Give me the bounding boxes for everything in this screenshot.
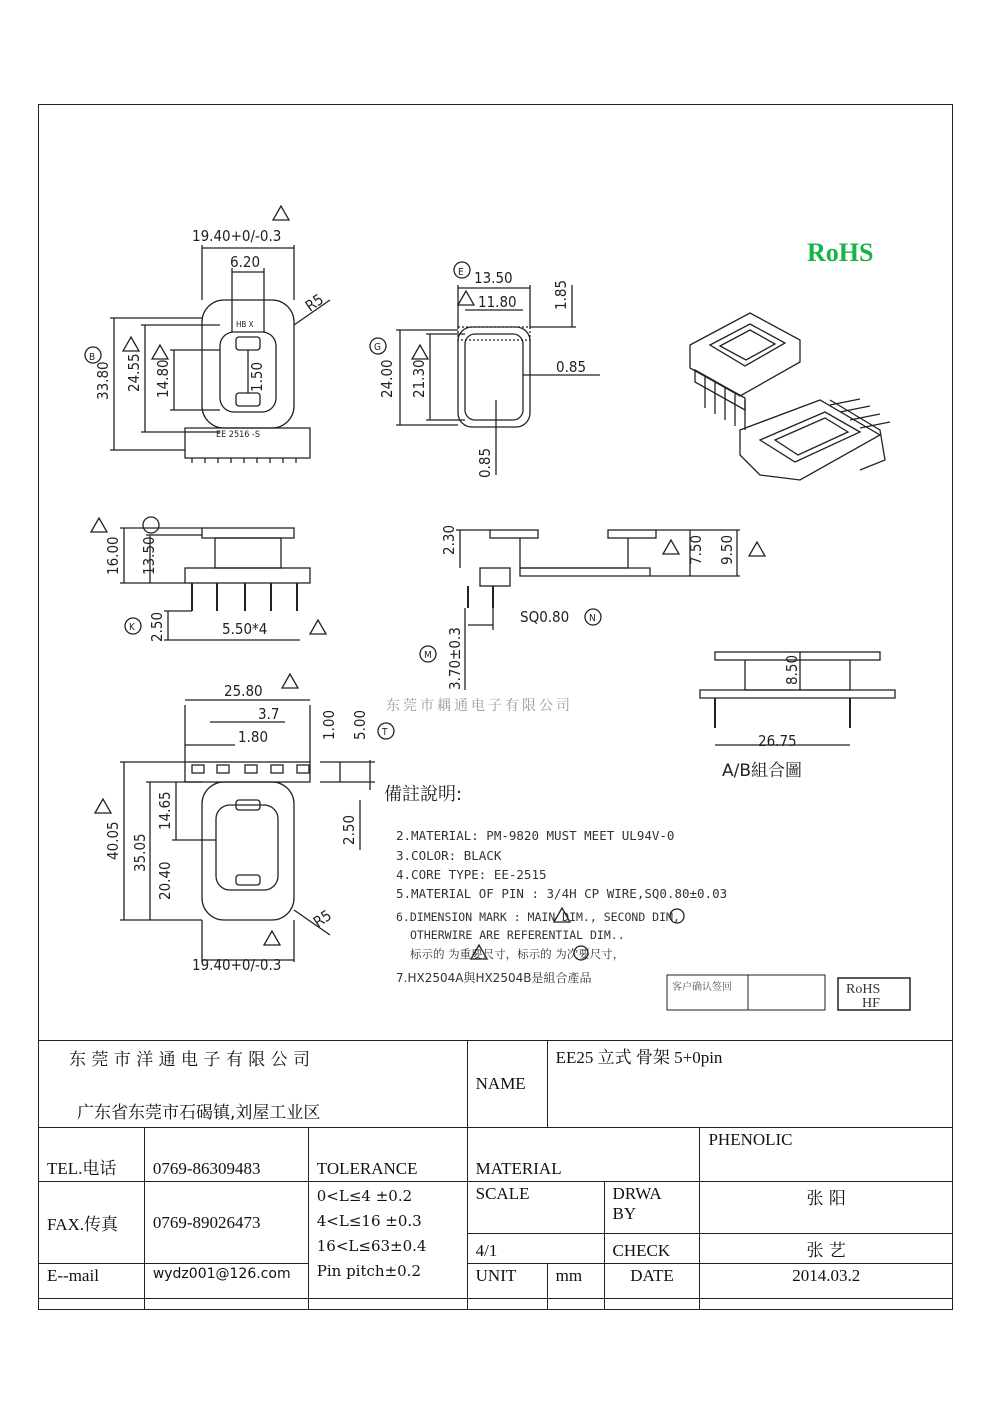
drawn-label-2: BY [612, 1204, 637, 1223]
date-label: DATE [604, 1264, 700, 1310]
rohs-hf-2: HF [862, 996, 880, 1011]
note-5: 5.MATERIAL OF PIN : 3/4H CP WIRE,SQ0.80±0.03 [396, 886, 728, 901]
mark-text-2: EE 2516 -S [216, 430, 261, 440]
unit-value: mm [547, 1264, 604, 1310]
dim-0-85-a: 0.85 [556, 358, 587, 376]
company-name: 东 莞 市 洋 通 电 子 有 限 公 司 [69, 1050, 311, 1070]
name-value: EE25 立式 骨架 5+0pin [547, 1041, 952, 1128]
dim-7-50: 7.50 [687, 534, 705, 565]
date-value: 2014.03.2 [700, 1264, 953, 1310]
tolerance-3: 16<L≤63±0.4 [316, 1237, 427, 1255]
isometric-sketch [690, 313, 890, 480]
dim-s-2-50: 2.50 [148, 611, 166, 642]
note-6a: 6.DIMENSION MARK : MAIN DIM., SECOND DIM, [396, 910, 680, 924]
unit-label: UNIT [467, 1264, 547, 1310]
dim-top-width: 19.40+0/-0.3 [192, 227, 282, 245]
drawn-label [604, 1182, 700, 1234]
dim-1-00: 1.00 [320, 709, 338, 740]
drawn-label-1: DRWA [612, 1184, 662, 1203]
dim-13-50: 13.50 [140, 536, 158, 575]
material-value: PHENOLIC [700, 1128, 953, 1182]
scale-label: SCALE [467, 1182, 604, 1234]
tolerance-label: TOLERANCE [308, 1128, 467, 1182]
dim-20-40: 20.40 [156, 861, 174, 900]
check-value: 张 艺 [700, 1234, 953, 1264]
dim-e-11-80: 11.80 [478, 293, 517, 311]
dim-g-24-00: 24.00 [378, 359, 396, 398]
dim-ab-8-50: 8.50 [783, 654, 801, 685]
email-value: wydz001@126.com [144, 1264, 308, 1310]
dim-3-7: 3.7 [258, 705, 280, 723]
dim-1-50: 1.50 [248, 361, 266, 392]
note-3: 3.COLOR: BLACK [396, 848, 502, 863]
rohs-hf-1: RoHS [846, 982, 881, 997]
mark-b: B [89, 352, 96, 363]
tolerance-2: 4<L≤16 ±0.3 [316, 1212, 422, 1230]
rohs-label: RoHS [807, 238, 874, 267]
dim-g-21-30: 21.30 [410, 359, 428, 398]
tel-value: 0769-86309483 [144, 1128, 308, 1182]
front-view [420, 530, 765, 690]
dim-9-50: 9.50 [718, 534, 736, 565]
drawn-value: 张 阳 [700, 1182, 953, 1234]
mark-n: N [589, 613, 596, 624]
scale-value: 4/1 [467, 1234, 604, 1264]
mark-m: M [424, 650, 432, 661]
dim-14-80: 14.80 [154, 359, 172, 398]
dim-33-80: 33.80 [94, 361, 112, 400]
note-6b: OTHERWIRE ARE REFERENTIAL DIM.. [410, 928, 625, 942]
dim-b-2-50: 2.50 [340, 814, 358, 845]
tolerance-values [308, 1182, 467, 1310]
mark-g: G [374, 342, 381, 353]
fax-label: FAX.传真 [39, 1182, 145, 1264]
dim-e-1-85: 1.85 [552, 279, 570, 310]
title-block [38, 1040, 953, 1310]
confirm-box-label: 客户确认签回 [672, 982, 732, 993]
dim-3-70: 3.70±0.3 [446, 627, 464, 690]
dim-5-00: 5.00 [351, 709, 369, 740]
mark-text-1: HB X [236, 320, 254, 329]
tolerance-1: 0<L≤4 ±0.2 [316, 1187, 413, 1205]
dim-r5-bottom: R5 [309, 906, 336, 932]
dim-r5-top: R5 [301, 290, 328, 316]
fax-value: 0769-89026473 [144, 1182, 308, 1264]
dim-5-50x4: 5.50*4 [222, 620, 268, 638]
company-address: 广东省东莞市石碣镇,刘屋工业区 [77, 1103, 321, 1123]
dim-40-05: 40.05 [104, 821, 122, 860]
dim-35-05: 35.05 [131, 833, 149, 872]
side-view [91, 517, 326, 640]
dim-0-85-b: 0.85 [476, 447, 494, 478]
note-6c: 标示的 为重要尺寸，标示的 为次要尺寸， [410, 947, 625, 961]
dim-sq0-80: SQ0.80 [520, 608, 570, 626]
dim-14-65: 14.65 [156, 791, 174, 830]
dim-e-13-50: 13.50 [474, 269, 513, 287]
dim-2-30: 2.30 [440, 524, 458, 555]
mark-e: E [458, 267, 464, 278]
mark-t: T [382, 727, 388, 738]
dim-16-00: 16.00 [104, 536, 122, 575]
dim-24-55: 24.55 [125, 353, 143, 392]
note-7: 7.HX2504A與HX2504B是組合產品 [396, 971, 592, 985]
note-2: 2.MATERIAL: PM-9820 MUST MEET UL94V-0 [396, 828, 675, 843]
notes-title: 備註說明: [384, 784, 463, 805]
dim-ab-26-75: 26.75 [758, 732, 797, 750]
dim-25-80: 25.80 [224, 682, 263, 700]
dim-1-80: 1.80 [238, 728, 269, 746]
dim-top-inner: 6.20 [230, 253, 261, 271]
dim-bottom-width: 19.40+0/-0.3 [192, 956, 282, 974]
material-label: MATERIAL [467, 1128, 700, 1182]
tel-label: TEL.电话 [39, 1128, 145, 1182]
note-4: 4.CORE TYPE: EE-2515 [396, 867, 547, 882]
watermark: 东莞市耦通电子有限公司 [386, 698, 573, 714]
company-cell [39, 1041, 468, 1128]
mark-k: K [129, 622, 135, 633]
email-label: E--mail [39, 1264, 145, 1310]
check-label: CHECK [604, 1234, 700, 1264]
ab-title: A/B組合圖 [722, 761, 803, 781]
name-label: NAME [467, 1041, 547, 1128]
tolerance-4: Pin pitch±0.2 [316, 1262, 421, 1280]
